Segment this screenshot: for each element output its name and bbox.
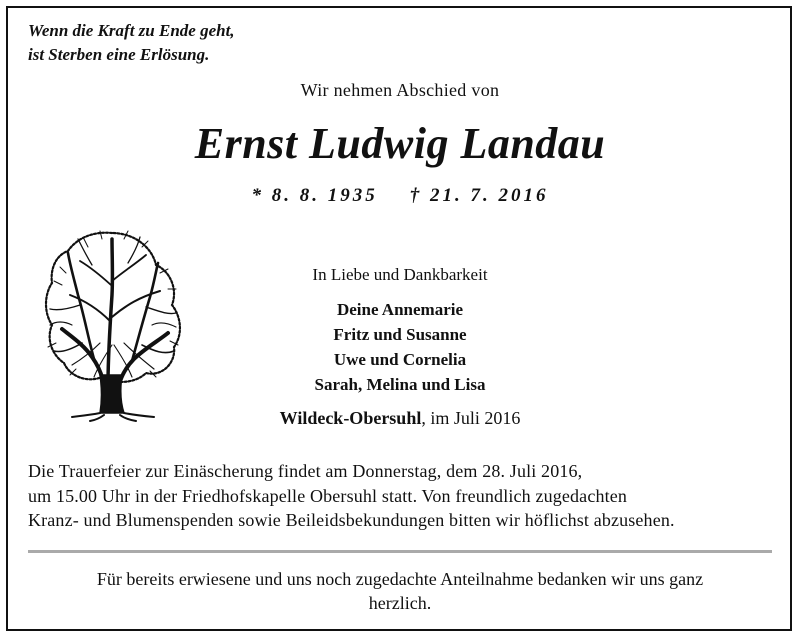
thanks-text bbox=[20, 567, 780, 615]
notice-line-1: Die Trauerfeier zur Einäscherung findet am Donnerstag, dem 28. Juli 2016, bbox=[28, 461, 583, 481]
family-member: Sarah, Melina und Lisa bbox=[314, 375, 486, 394]
thanks-line-1: Für bereits erwiesene und uns noch zugedachte Anteilnahme bedanken wir uns ganz bbox=[96, 569, 704, 589]
intro-text: Wir nehmen Abschied von bbox=[300, 80, 500, 100]
motto bbox=[28, 19, 235, 67]
place-date bbox=[0, 408, 800, 429]
notice-line-2: um 15.00 Uhr in der Friedhofskapelle Obersuhl statt. Von freundlich zugedachten bbox=[28, 485, 628, 506]
family-list bbox=[260, 297, 540, 397]
family-member: Deine Annemarie bbox=[336, 300, 464, 319]
death-date: † 21. 7. 2016 bbox=[409, 185, 549, 206]
family-member: Uwe und Cornelia bbox=[333, 350, 467, 369]
divider bbox=[28, 550, 772, 553]
funeral-notice bbox=[28, 459, 788, 533]
motto-line-2: ist Sterben eine Erlösung. bbox=[28, 45, 210, 64]
birth-date: * 8. 8. 1935 bbox=[251, 185, 378, 206]
deceased-name: Ernst Ludwig Landau bbox=[194, 119, 606, 168]
month-year: , im Juli 2016 bbox=[421, 408, 521, 428]
tree-icon bbox=[42, 225, 182, 423]
notice-line-3: Kranz- und Blumenspenden sowie Beileidsbekundungen bitten wir höflichst abzusehen. bbox=[28, 510, 675, 530]
life-dates bbox=[0, 185, 800, 207]
motto-line-1: Wenn die Kraft zu Ende geht, bbox=[28, 21, 235, 40]
family-member: Fritz und Susanne bbox=[333, 325, 467, 344]
thanks-line-2: herzlich. bbox=[368, 593, 432, 613]
love-line: In Liebe und Dankbarkeit bbox=[312, 265, 488, 284]
town: Wildeck-Obersuhl bbox=[279, 408, 422, 428]
